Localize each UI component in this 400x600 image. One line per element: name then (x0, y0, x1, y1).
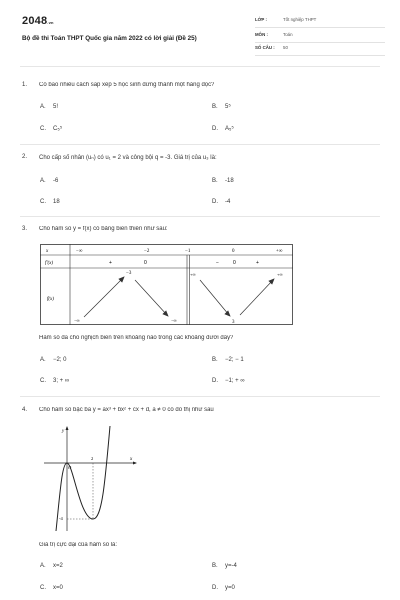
question-4-text: Cho hàm số bậc ba y = ax³ + bx² + cx + d, a ≠ 0 có đồ thị như sau (39, 407, 214, 413)
question-3-prompt: Hàm số đã cho nghịch biến trên khoảng nào trong các khoảng dưới đây? (39, 335, 234, 341)
question-1-option-b[interactable] (212, 104, 231, 110)
x-tick-label: 2 (91, 456, 94, 461)
option-value: −2; − 1 (225, 357, 244, 363)
page-header (0, 0, 400, 66)
decrease-arrow (200, 280, 229, 315)
x-value: −∞ (76, 249, 83, 254)
meta-count-key: SỐ CÂU : (255, 45, 275, 50)
cubic-graph (40, 423, 140, 533)
option-value: y=-4 (225, 563, 237, 569)
exam-title: Bộ đề thi Toán THPT Quốc gia năm 2022 có lời giải (Đề 25) (22, 35, 197, 42)
question-2-number: 2. (22, 154, 28, 160)
option-value: -6 (53, 178, 59, 184)
option-label: C. (40, 199, 46, 205)
question-3-option-a[interactable] (40, 357, 67, 363)
question-divider (20, 216, 380, 217)
question-1-text: Có bao nhiêu cách sắp xếp 5 học sinh đứng thành một hàng dọc? (39, 82, 215, 88)
option-label: D. (212, 378, 218, 384)
question-divider (20, 396, 380, 397)
option-value: −1; + ∞ (225, 378, 245, 384)
question-3-option-b[interactable] (212, 357, 244, 363)
option-value: 5⁵ (225, 104, 231, 110)
option-value: −2; 0 (53, 357, 67, 363)
x-value: −2 (144, 249, 150, 254)
variation-table (40, 244, 293, 325)
y-tick-label: -4 (59, 516, 63, 521)
option-value: y=0 (225, 585, 235, 591)
logo-suffix: .vn (47, 20, 54, 25)
option-value: C₅⁵ (53, 126, 63, 132)
origin-label: O (68, 465, 72, 470)
fprime-sign: + (256, 260, 259, 266)
logo-text: 2048 (22, 15, 48, 27)
fprime-sign: − (216, 260, 219, 266)
site-logo[interactable] (22, 15, 54, 27)
question-1-number: 1. (22, 82, 28, 88)
question-1-option-d[interactable] (212, 126, 234, 132)
option-value: -4 (225, 199, 231, 205)
meta-count-value: 50 (283, 45, 288, 50)
y-axis-label: y (62, 429, 65, 434)
fprime-sign: 0 (233, 260, 236, 266)
question-2-option-d[interactable] (212, 199, 230, 205)
f-value: −∞ (74, 318, 80, 323)
question-divider (20, 144, 380, 145)
decrease-arrow (135, 280, 167, 315)
f-value: −3 (126, 271, 132, 276)
option-label: D. (212, 585, 218, 591)
option-label: A. (40, 357, 46, 363)
option-value: A₅⁵ (225, 126, 234, 132)
option-label: D. (212, 199, 218, 205)
f-value: +∞ (277, 272, 283, 277)
option-label: C. (40, 378, 46, 384)
x-value: +∞ (276, 249, 283, 254)
meta-subject (255, 31, 385, 43)
question-3-number: 3. (22, 226, 28, 232)
meta-count (255, 44, 385, 56)
question-3-option-c[interactable] (40, 378, 69, 384)
option-label: A. (40, 104, 46, 110)
question-4-option-a[interactable] (40, 563, 63, 569)
question-4-option-c[interactable] (40, 585, 63, 591)
meta-subject-key: MÔN : (255, 32, 268, 37)
option-value: -18 (225, 178, 234, 184)
option-label: A. (40, 563, 46, 569)
meta-class-value: Tốt nghiệp THPT (283, 17, 317, 22)
meta-subject-value: Toán (283, 32, 293, 37)
option-label: B. (212, 357, 218, 363)
option-value: 3; + ∞ (53, 378, 70, 384)
question-4-number: 4. (22, 407, 28, 413)
option-label: D. (212, 126, 218, 132)
question-4-prompt: Giá trị cực đại của hàm số là: (39, 542, 118, 548)
question-4-option-d[interactable] (212, 585, 235, 591)
fprime-sign: 0 (144, 260, 147, 266)
increase-arrow (240, 280, 273, 315)
fprime-sign: + (109, 260, 112, 266)
option-label: C. (40, 585, 46, 591)
x-value: −1 (185, 249, 191, 254)
y-axis-arrow (66, 426, 69, 430)
question-2-option-b[interactable] (212, 178, 234, 184)
question-2-text: Cho cấp số nhân (uₙ) có u₁ = 2 và công bội q = -3. Giá trị của u₃ là: (39, 155, 217, 161)
f-value: −∞ (171, 318, 177, 323)
question-2-option-c[interactable] (40, 199, 60, 205)
f-value: +∞ (190, 272, 196, 277)
f-label: f(x) (47, 297, 54, 302)
fprime-label: f'(x) (45, 261, 54, 266)
question-1-option-a[interactable] (40, 104, 58, 110)
header-divider (20, 66, 380, 67)
x-axis-arrow (133, 462, 137, 465)
question-2-option-a[interactable] (40, 178, 58, 184)
question-4-option-b[interactable] (212, 563, 237, 569)
question-3-text: Cho hàm số y = f(x) có bảng biến thiên như sau: (39, 226, 168, 232)
option-value: 18 (53, 199, 60, 205)
question-1-option-c[interactable] (40, 126, 62, 132)
option-label: B. (212, 178, 218, 184)
meta-class (255, 16, 385, 28)
meta-class-key: LỚP : (255, 17, 267, 22)
x-value: 0 (232, 249, 235, 254)
cubic-curve (56, 426, 110, 531)
x-axis-label: x (130, 457, 133, 462)
option-label: B. (212, 563, 218, 569)
option-value: 5! (53, 104, 59, 110)
x-label: x (46, 249, 49, 254)
option-value: x=0 (53, 585, 63, 591)
increase-arrow (84, 278, 123, 317)
option-label: A. (40, 178, 46, 184)
option-label: B. (212, 104, 218, 110)
option-label: C. (40, 126, 46, 132)
arrow-head (225, 311, 230, 316)
option-value: x=2 (53, 563, 63, 569)
question-3-option-d[interactable] (212, 378, 245, 384)
f-value: 3 (232, 320, 235, 325)
